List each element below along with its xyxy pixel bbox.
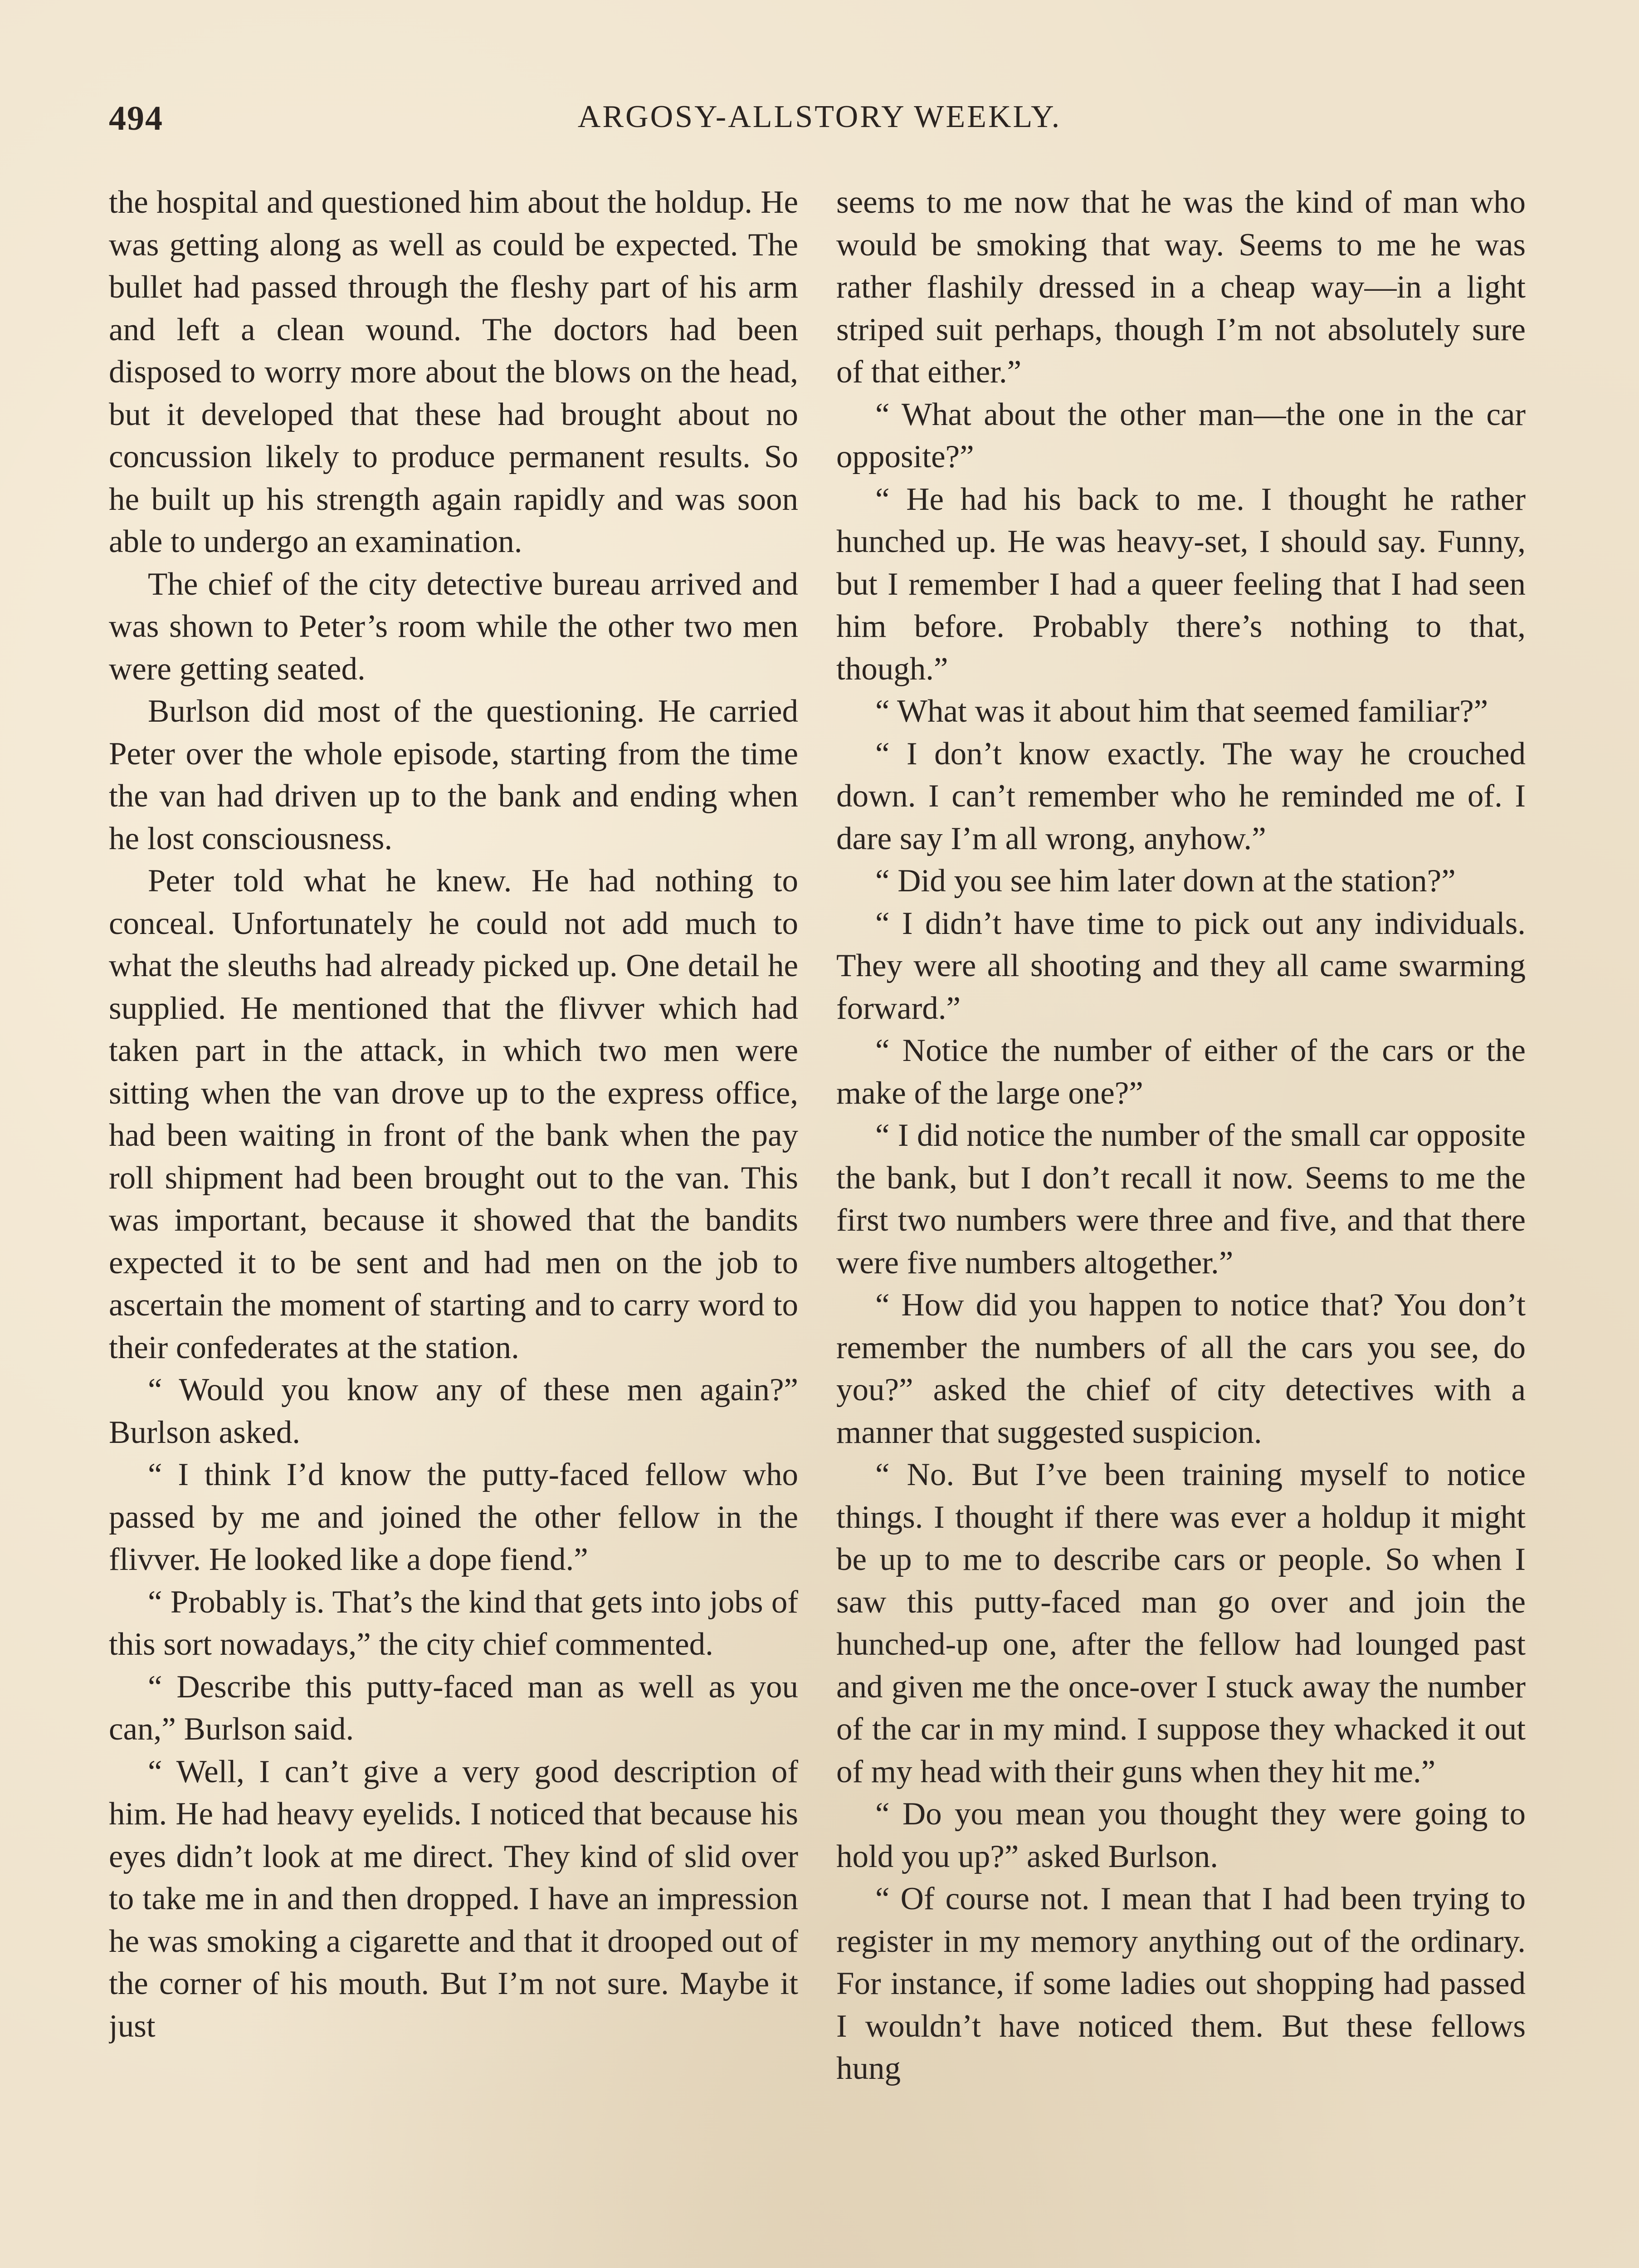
paragraph: “ What about the other man—the one in the car opposite?” [836,396,1526,474]
paragraph: “ Describe this putty-faced man as well as you can,” Burlson said. [109,1669,798,1747]
page-number: 494 [109,99,163,137]
paragraph: “ No. But I’ve been training myself to notice things. I thought if there was ever a holdup it might be up to me to describe cars or people. So when I saw this putty-faced man go over and join the hunched-up one, after the fellow had lounged past and given me the once-over I stuck away the number of the car in my mind. I suppose they whacked it out of my head with their guns when they hit me.” [836,1457,1526,1789]
paragraph: The chief of the city detective bureau arrived and was shown to Peter’s room while the other two men were getting seated. [109,566,798,687]
paragraph: “ Do you mean you thought they were going to hold you up?” asked Burlson. [836,1796,1526,1874]
page-header [109,99,1530,149]
paragraph: “ I did notice the number of the small car opposite the bank, but I don’t recall it now. Seems to me the first two numbers were three and five, and that there were five numbers altogether.” [836,1118,1526,1281]
paragraph: “ I don’t know exactly. The way he crouched down. I can’t remember who he reminded me of. I dare say I’m all wrong, anyhow.” [836,736,1526,856]
paragraph: “ Probably is. That’s the kind that gets into jobs of this sort nowadays,” the city chief commented. [109,1584,798,1662]
paragraph: “ Would you know any of these men again?” Burlson asked. [109,1372,798,1450]
paragraph: “ Did you see him later down at the station?” [875,863,1456,899]
paragraph: “ Of course not. I mean that I had been trying to register in my memory anything out of the ordinary. For instance, if some ladies out shopping had passed I wouldn’t have noticed them. But these fellows hung [836,1881,1526,2086]
paragraph: “ How did you happen to notice that? You don’t remember the numbers of all the cars you see, do you?” asked the chief of city detectives with a manner that suggested suspicion. [836,1287,1526,1450]
paragraph: Peter told what he knew. He had nothing to conceal. Unfortunately he could not add much to what the sleuths had already picked up. One detail he supplied. He mentioned that the flivver which had taken part in the attack, in which two men were sitting when the van drove up to the express office, had been waiting in front of the bank when the pay roll shipment had been brought out to the van. This was important, because it showed that the bandits expected it to be sent and had men on the job to ascertain the moment of starting and to carry word to their confederates at the station. [109,863,798,1365]
paragraph: Burlson did most of the questioning. He carried Peter over the whole episode, starting from the time the van had driven up to the bank and ending when he lost consciousness. [109,694,798,856]
paragraph: “ I didn’t have time to pick out any individuals. They were all shooting and they all came swarming forward.” [836,905,1526,1026]
body-text [109,181,1530,2268]
paragraph: the hospital and questioned him about the holdup. He was getting along as well as could be expected. The bullet had passed through the fleshy part of his arm and left a clean wound. The doctors had been disposed to worry more about the blows on the head, but it developed that these had brought about no concussion likely to produce permanent results. So he built up his strength again rapidly and was soon able to undergo an examination. [109,185,798,559]
paragraph: “ I think I’d know the putty-faced fellow who passed by me and joined the other fellow in the flivver. He looked like a dope fiend.” [109,1457,798,1577]
paragraph: “ Notice the number of either of the cars or the make of the large one?” [836,1033,1526,1111]
paragraph: “ He had his back to me. I thought he rather hunched up. He was heavy-set, I should say. Funny, but I remember I had a queer feeling that I had seen him before. Probably there’s nothing to that, though.” [836,481,1526,687]
right-column [836,181,1526,2268]
paragraph: seems to me now that he was the kind of man who would be smoking that way. Seems to me he was rather flashily dressed in a cheap way—in a light striped suit perhaps, though I’m not absolutely sure of that either.” [836,185,1526,390]
running-head: ARGOSY-ALLSTORY WEEKLY. [577,99,1062,134]
paragraph: “ Well, I can’t give a very good description of him. He had heavy eyelids. I noticed that because his eyes didn’t look at me direct. They kind of slid over to take me in and then dropped. I have an impression he was smoking a cigarette and that it drooped out of the corner of his mouth. But I’m not sure. Maybe it just [109,1754,798,2044]
left-column [109,181,798,2268]
paragraph: “ What was it about him that seemed familiar?” [875,694,1488,729]
